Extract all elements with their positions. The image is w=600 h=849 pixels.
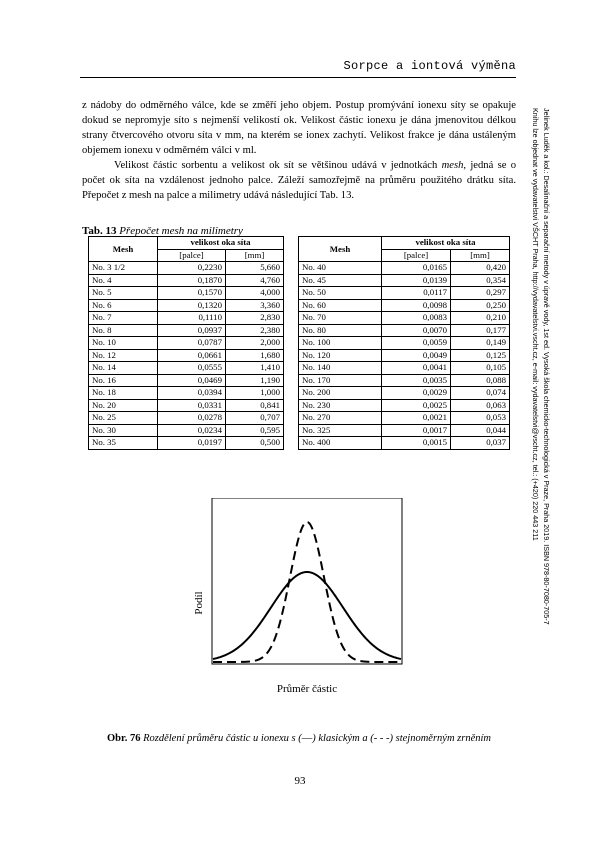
side-note-line-1: Jelínek Luděk a kol.: Desalinační a separační metody v úpravě vody, 1st ed. Vysoká škola chemicko-technologická v Praze, Praha 2019. ISBN 978-80-7080-705-7 xyxy=(542,108,551,625)
mm-cell: 3,360 xyxy=(225,299,283,312)
mm-cell: 0,053 xyxy=(451,412,510,425)
table-caption-label: Tab. 13 xyxy=(82,225,117,237)
table-row xyxy=(89,262,284,275)
inch-cell: 0,0017 xyxy=(382,424,451,437)
mm-cell: 0,063 xyxy=(451,399,510,412)
mesh-cell: No. 80 xyxy=(299,324,382,337)
inch-cell: 0,0469 xyxy=(158,374,226,387)
inch-cell: 0,0041 xyxy=(382,362,451,375)
table-row xyxy=(299,312,510,325)
mesh-cell: No. 70 xyxy=(299,312,382,325)
col-mesh-header: Mesh xyxy=(89,237,158,262)
paragraph-1: z nádoby do odměrného válce, kde se změří jeho objem. Postup promývání ionexu síty se opakuje dokud se nepromyje síto s nejmenší velikostí ok. Velikost částic ionexu je dána jmenovitou délkou strany čtvercového otvoru síta v mm, na kterém se ionex zachytí. Velikost frakce je dána ustáleným objemem ionexu v odměrném válci v ml. xyxy=(82,100,516,156)
inch-cell: 0,0937 xyxy=(158,324,226,337)
inch-cell: 0,0234 xyxy=(158,424,226,437)
mesh-cell: No. 16 xyxy=(89,374,158,387)
paragraph-2-part-b: , jedná se o počet ok síta na vzdálenost jednoho palce. Záleží samozřejmě na průměru použitého drátku síta. Přepočet z mesh na palce a milimetry udává následující Tab. 13. xyxy=(82,160,516,201)
inch-cell: 0,1110 xyxy=(158,312,226,325)
mesh-cell: No. 325 xyxy=(299,424,382,437)
table-row xyxy=(89,424,284,437)
mm-cell: 0,037 xyxy=(451,437,510,450)
mm-cell: 0,595 xyxy=(225,424,283,437)
mm-cell: 0,088 xyxy=(451,374,510,387)
mesh-cell: No. 200 xyxy=(299,387,382,400)
table-row xyxy=(89,349,284,362)
inch-cell: 0,0025 xyxy=(382,399,451,412)
inch-cell: 0,0029 xyxy=(382,387,451,400)
table-row xyxy=(89,287,284,300)
mm-cell: 1,410 xyxy=(225,362,283,375)
table-row xyxy=(89,399,284,412)
table-row xyxy=(299,287,510,300)
inch-cell: 0,1570 xyxy=(158,287,226,300)
mesh-cell: No. 400 xyxy=(299,437,382,450)
figure-caption-label: Obr. 76 xyxy=(107,733,141,744)
table-row xyxy=(89,387,284,400)
mm-cell: 1,190 xyxy=(225,374,283,387)
mm-cell: 2,000 xyxy=(225,337,283,350)
table-row xyxy=(89,312,284,325)
col-size-header: velikost oka síta xyxy=(158,237,284,250)
header-rule xyxy=(80,77,516,78)
mesh-cell: No. 35 xyxy=(89,437,158,450)
body-text xyxy=(82,98,516,203)
table-caption-text: Přepočet mesh na milimetry xyxy=(119,225,243,237)
mm-cell: 2,830 xyxy=(225,312,283,325)
inch-cell: 0,0098 xyxy=(382,299,451,312)
col-mesh-header: Mesh xyxy=(299,237,382,262)
mesh-cell: No. 40 xyxy=(299,262,382,275)
inch-cell: 0,2230 xyxy=(158,262,226,275)
figure-caption-text: Rozdělení průměru částic u ionexu s (––) klasickým a (- - -) stejnoměrným zrněním xyxy=(143,733,491,744)
inch-cell: 0,1870 xyxy=(158,274,226,287)
mm-cell: 0,125 xyxy=(451,349,510,362)
paragraph-2 xyxy=(82,158,516,203)
table-row xyxy=(89,337,284,350)
mesh-cell: No. 45 xyxy=(299,274,382,287)
table-row xyxy=(299,387,510,400)
inch-cell: 0,0070 xyxy=(382,324,451,337)
table-row xyxy=(299,374,510,387)
unit-mm: [mm] xyxy=(451,249,510,262)
inch-cell: 0,0035 xyxy=(382,374,451,387)
mm-cell: 0,420 xyxy=(451,262,510,275)
table-row xyxy=(89,374,284,387)
paragraph-2-part-a: Velikost částic sorbentu a velikost ok sít se většinou udává v jednotkách xyxy=(114,160,442,171)
table-row xyxy=(299,324,510,337)
mesh-cell: No. 18 xyxy=(89,387,158,400)
mesh-cell: No. 120 xyxy=(299,349,382,362)
mm-cell: 1,000 xyxy=(225,387,283,400)
mm-cell: 0,210 xyxy=(451,312,510,325)
mesh-cell: No. 14 xyxy=(89,362,158,375)
side-publication-note xyxy=(530,108,552,688)
table-row xyxy=(299,337,510,350)
mm-cell: 0,354 xyxy=(451,274,510,287)
table-row xyxy=(299,424,510,437)
mesh-cell: No. 12 xyxy=(89,349,158,362)
inch-cell: 0,0049 xyxy=(382,349,451,362)
inch-cell: 0,0661 xyxy=(158,349,226,362)
unit-inch: [palce] xyxy=(158,249,226,262)
mesh-cell: No. 25 xyxy=(89,412,158,425)
mesh-cell: No. 10 xyxy=(89,337,158,350)
running-header-title: Sorpce a iontová výměna xyxy=(343,59,516,73)
mesh-cell: No. 30 xyxy=(89,424,158,437)
x-axis-label: Průměr částic xyxy=(276,683,338,695)
mm-cell: 0,707 xyxy=(225,412,283,425)
table-row xyxy=(89,274,284,287)
table-row xyxy=(299,349,510,362)
mesh-table-left xyxy=(88,236,284,450)
mm-cell: 0,074 xyxy=(451,387,510,400)
distribution-figure xyxy=(190,498,420,698)
mesh-table-right xyxy=(298,236,510,450)
inch-cell: 0,1320 xyxy=(158,299,226,312)
mm-cell: 0,500 xyxy=(225,437,283,450)
inch-cell: 0,0555 xyxy=(158,362,226,375)
figure-caption xyxy=(82,733,516,744)
mesh-cell: No. 270 xyxy=(299,412,382,425)
table-body-right xyxy=(299,262,510,450)
mesh-cell: No. 5 xyxy=(89,287,158,300)
mm-cell: 4,000 xyxy=(225,287,283,300)
inch-cell: 0,0394 xyxy=(158,387,226,400)
table-row xyxy=(299,262,510,275)
table-row xyxy=(299,412,510,425)
mesh-cell: No. 8 xyxy=(89,324,158,337)
mesh-cell: No. 3 1/2 xyxy=(89,262,158,275)
inch-cell: 0,0059 xyxy=(382,337,451,350)
inch-cell: 0,0021 xyxy=(382,412,451,425)
mm-cell: 4,760 xyxy=(225,274,283,287)
table-row xyxy=(299,437,510,450)
mm-cell: 0,250 xyxy=(451,299,510,312)
table-row xyxy=(89,324,284,337)
inch-cell: 0,0117 xyxy=(382,287,451,300)
unit-inch: [palce] xyxy=(382,249,451,262)
inch-cell: 0,0015 xyxy=(382,437,451,450)
table-row xyxy=(89,299,284,312)
inch-cell: 0,0083 xyxy=(382,312,451,325)
mesh-cell: No. 230 xyxy=(299,399,382,412)
mesh-cell: No. 100 xyxy=(299,337,382,350)
inch-cell: 0,0197 xyxy=(158,437,226,450)
mesh-cell: No. 170 xyxy=(299,374,382,387)
solid-curve xyxy=(213,572,401,659)
table-row xyxy=(89,412,284,425)
mm-cell: 0,044 xyxy=(451,424,510,437)
unit-mm: [mm] xyxy=(225,249,283,262)
side-note-line-2: Knihu lze objednat ve vydavatelství VŠCHT Praha, http://vydavatelstvi.vscht.cz, e-mail: vydavatelstvi@vscht.cz, tel.: (+420) 220 443 211 xyxy=(531,108,540,541)
inch-cell: 0,0139 xyxy=(382,274,451,287)
mm-cell: 0,841 xyxy=(225,399,283,412)
col-size-header: velikost oka síta xyxy=(382,237,510,250)
inch-cell: 0,0331 xyxy=(158,399,226,412)
mm-cell: 0,149 xyxy=(451,337,510,350)
mesh-cell: No. 20 xyxy=(89,399,158,412)
inch-cell: 0,0278 xyxy=(158,412,226,425)
mesh-cell: No. 4 xyxy=(89,274,158,287)
mm-cell: 2,380 xyxy=(225,324,283,337)
inch-cell: 0,0787 xyxy=(158,337,226,350)
inch-cell: 0,0165 xyxy=(382,262,451,275)
mesh-cell: No. 140 xyxy=(299,362,382,375)
distribution-plot xyxy=(190,498,420,698)
mm-cell: 0,105 xyxy=(451,362,510,375)
paragraph-2-mesh-term: mesh xyxy=(441,160,464,171)
mesh-cell: No. 60 xyxy=(299,299,382,312)
table-row xyxy=(299,399,510,412)
mesh-cell: No. 50 xyxy=(299,287,382,300)
table-row xyxy=(89,362,284,375)
mm-cell: 0,297 xyxy=(451,287,510,300)
y-axis-label: Podíl xyxy=(193,591,205,615)
mm-cell: 0,177 xyxy=(451,324,510,337)
table-row xyxy=(299,362,510,375)
mesh-cell: No. 7 xyxy=(89,312,158,325)
page-number: 93 xyxy=(294,775,306,787)
table-row xyxy=(89,437,284,450)
mesh-cell: No. 6 xyxy=(89,299,158,312)
plot-frame xyxy=(212,498,402,664)
mm-cell: 1,680 xyxy=(225,349,283,362)
table-row xyxy=(299,299,510,312)
table-body-left xyxy=(89,262,284,450)
dashed-curve xyxy=(213,522,401,662)
table-row xyxy=(299,274,510,287)
mm-cell: 5,660 xyxy=(225,262,283,275)
